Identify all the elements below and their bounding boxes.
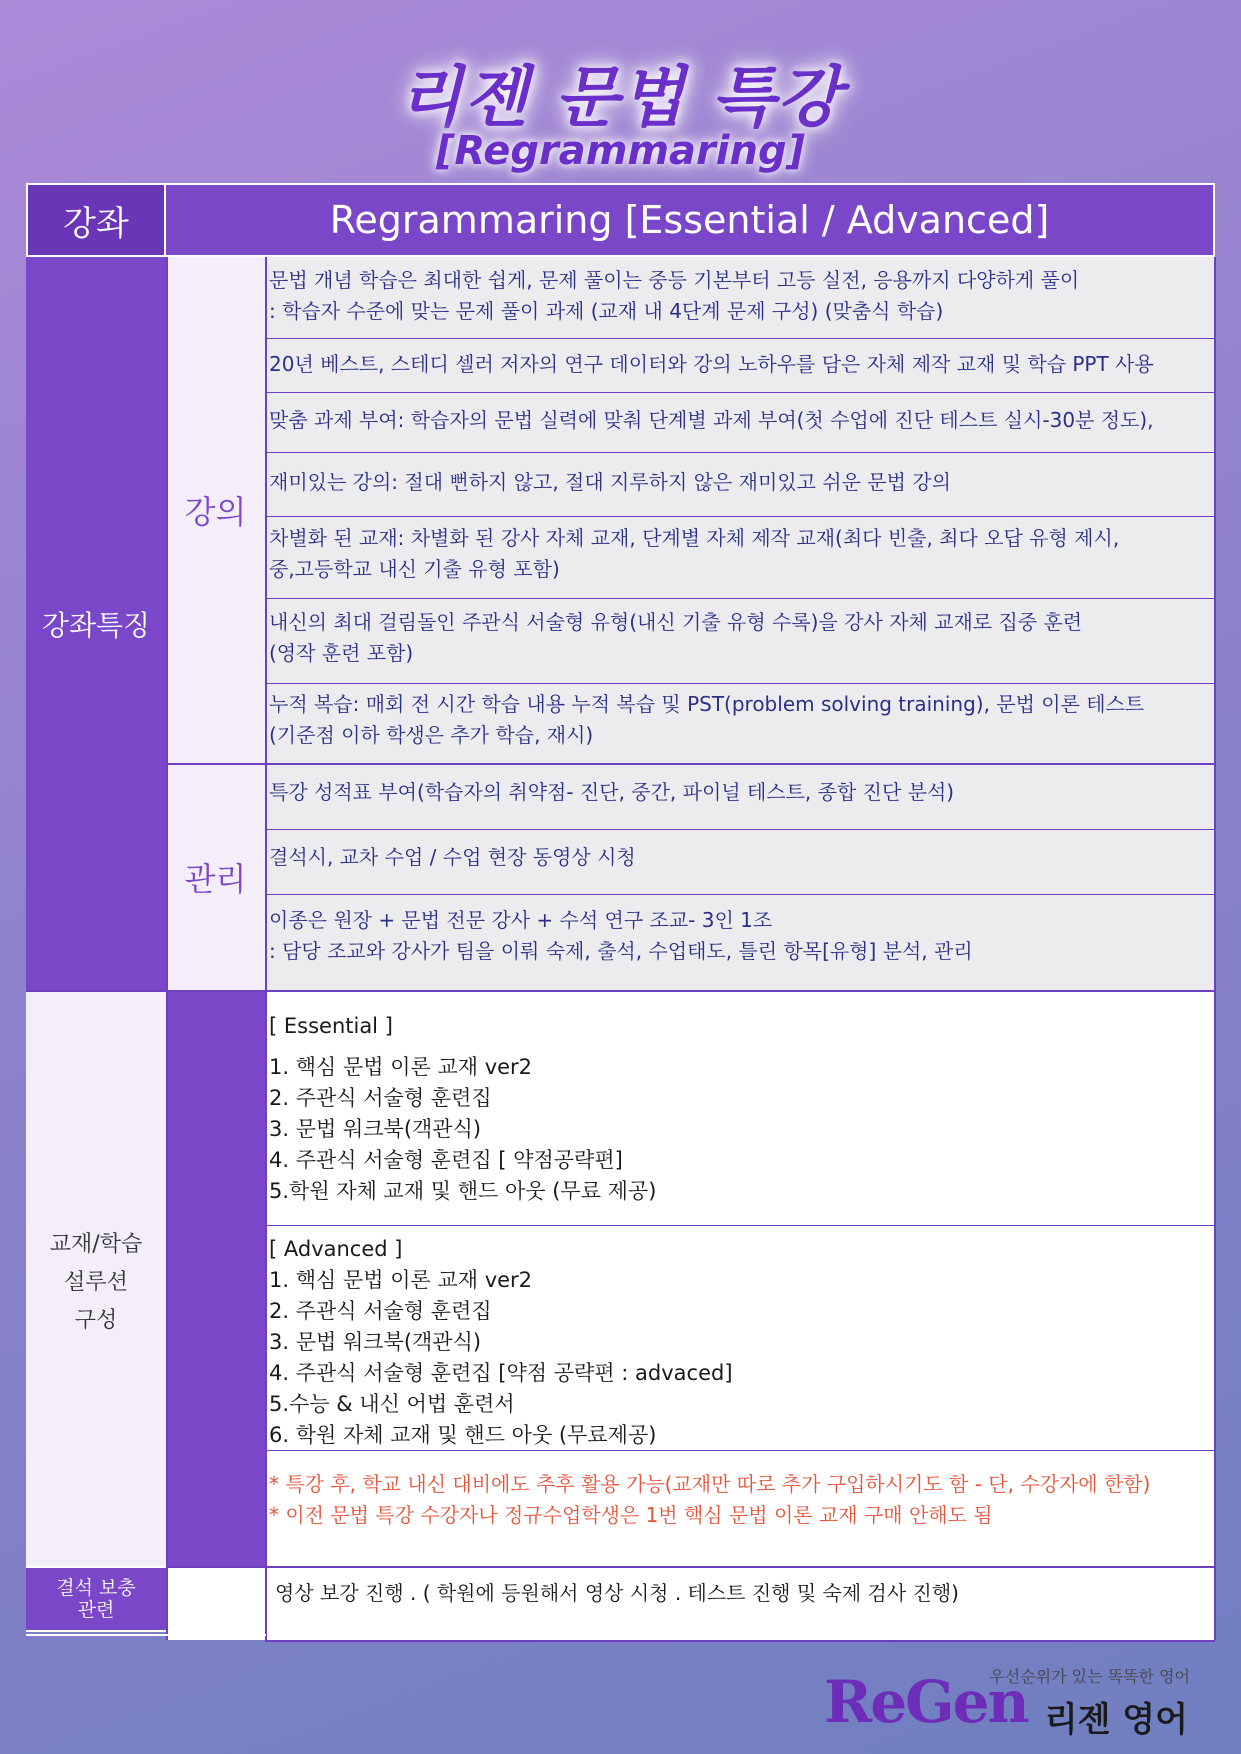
management-rows: [265, 763, 1215, 990]
lecture-row-line: 문법 개념 학습은 최대한 쉽게, 문제 풀이는 중등 기본부터 고등 실전, 응용까지 다양하게 풀이: [269, 268, 1080, 292]
logo-tagline: 우선순위가 있는 똑똑한 영어: [989, 1667, 1190, 1686]
logo-mark: ReGen: [824, 1668, 1028, 1736]
lecture-row-line: 누적 복습: 매회 전 시간 학습 내용 누적 복습 및 PST(problem solving training), 문법 이론 테스트: [269, 692, 1145, 716]
materials-spacer-cell: [166, 990, 265, 1566]
advanced-item: 1. 핵심 문법 이론 교재 ver2: [269, 1268, 533, 1292]
materials-label-line: 설루션: [64, 1270, 128, 1295]
lecture-row-line: : 학습자 수준에 맞는 문제 풀이 과제 (교재 내 4단계 문제 구성) (맞춤식 학습): [269, 299, 944, 323]
features-label: 강좌특징: [41, 608, 151, 642]
notes-block: [265, 1451, 1215, 1566]
advanced-block: [265, 1226, 1215, 1451]
divider: [265, 257, 267, 1640]
advanced-item: 2. 주관식 서술형 훈련집: [269, 1299, 492, 1323]
lecture-row: [265, 599, 1215, 684]
divider: [166, 763, 1215, 765]
management-row: [265, 830, 1215, 895]
management-label-cell: [166, 763, 265, 990]
essential-heading: [ Essential ]: [269, 1014, 393, 1038]
absence-label-line: 결석 보충: [56, 1577, 136, 1599]
lecture-row: [265, 257, 1215, 339]
lecture-row: [265, 517, 1215, 599]
course-value: Regrammaring [Essential / Advanced]: [329, 198, 1050, 242]
lecture-row-line: (기준점 이하 학생은 추가 학습, 재시): [269, 723, 594, 747]
divider: [1214, 257, 1216, 1640]
advanced-item: 3. 문법 워크북(객관식): [269, 1330, 482, 1354]
management-row-line: 결석시, 교차 수업 / 수업 현장 동영상 시청: [269, 845, 636, 869]
advanced-heading: [ Advanced ]: [269, 1237, 403, 1261]
essential-item: 1. 핵심 문법 이론 교재 ver2: [269, 1055, 533, 1079]
lecture-label-cell: [166, 257, 265, 763]
page-title: 리젠 문법 특강: [398, 59, 843, 136]
management-label: 관리: [184, 859, 247, 898]
essential-item: 5.학원 자체 교재 및 핸드 아웃 (무료 제공): [269, 1179, 657, 1203]
advanced-item: 5.수능 & 내신 어법 훈련서: [269, 1392, 515, 1416]
divider: [166, 257, 168, 1640]
lecture-row-line: 내신의 최대 걸림돌인 주관식 서술형 유형(내신 기출 유형 수록)을 강사 자체 교재로 집중 훈련: [269, 610, 1083, 634]
lecture-row-line: 20년 베스트, 스테디 셀러 저자의 연구 데이터와 강의 노하우를 담은 자체 제작 교재 및 학습 PPT 사용: [269, 352, 1154, 376]
page-subtitle: [Regrammaring]: [436, 128, 805, 174]
features-label-cell: [26, 257, 166, 990]
lecture-row: [265, 684, 1215, 763]
advanced-item: 6. 학원 자체 교재 및 핸드 아웃 (무료제공): [269, 1423, 657, 1447]
lecture-row: [265, 453, 1215, 517]
logo-name: 리젠 영어: [1044, 1700, 1188, 1740]
lecture-label: 강의: [184, 493, 247, 531]
management-row-line: 특강 성적표 부여(학습자의 취약점- 진단, 중간, 파이널 테스트, 종합 진단 분석): [269, 780, 955, 804]
lecture-row: [265, 393, 1215, 453]
divider: [265, 1640, 1215, 1642]
management-row: [265, 895, 1215, 990]
lecture-row-line: 재미있는 강의: 절대 뻔하지 않고, 절대 지루하지 않은 재미있고 쉬운 문법 강의: [269, 470, 951, 494]
materials-label-cell: [26, 990, 166, 1566]
lecture-row-line: (영작 훈련 포함): [269, 641, 414, 665]
lecture-row: [265, 339, 1215, 393]
divider: [26, 1634, 266, 1636]
note-line: * 이전 문법 특강 수강자나 정규수업학생은 1번 핵심 문법 이론 교재 구매 안해도 됨: [269, 1503, 993, 1527]
management-row-line: 이종은 원장 + 문법 전문 강사 + 수석 연구 조교- 3인 1조: [269, 908, 773, 932]
lecture-row-line: 차별화 된 교재: 차별화 된 강사 자체 교재, 단계별 자체 제작 교재(최다 빈출, 최다 오답 유형 제시,: [269, 526, 1120, 550]
absence-value: 영상 보강 진행 . ( 학원에 등원해서 영상 시청 . 테스트 진행 및 숙제 검사 진행): [275, 1581, 959, 1605]
absence-label-line: 관련: [77, 1599, 115, 1621]
lecture-rows: [265, 257, 1215, 763]
divider: [26, 990, 1215, 992]
lecture-row-line: 맞춤 과제 부여: 학습자의 문법 실력에 맞춰 단계별 과제 부여(첫 수업에 진단 테스트 실시-30분 정도),: [269, 408, 1154, 432]
course-label-cell: [26, 183, 166, 257]
materials-label-line: 구성: [74, 1308, 118, 1333]
regen-logo: [820, 1658, 1200, 1738]
materials-content: [265, 990, 1215, 1566]
essential-block: [265, 990, 1215, 1226]
management-row-line: : 담당 조교와 강사가 팀을 이뤄 숙제, 출석, 수업태도, 틀린 항목[유형] 분석, 관리: [269, 939, 973, 963]
absence-spacer-cell: [166, 1566, 265, 1640]
lecture-row-line: 중,고등학교 내신 기출 유형 포함): [269, 557, 560, 581]
absence-value-cell: [265, 1566, 1215, 1640]
management-row: [265, 763, 1215, 830]
absence-label-cell: [26, 1566, 166, 1632]
materials-label-line: 교재/학습: [49, 1232, 143, 1257]
essential-item: 2. 주관식 서술형 훈련집: [269, 1086, 492, 1110]
course-label: 강좌: [63, 203, 129, 244]
essential-item: 3. 문법 워크북(객관식): [269, 1117, 482, 1141]
note-line: * 특강 후, 학교 내신 대비에도 추후 활용 가능(교재만 따로 추가 구입하시기도 함 - 단, 수강자에 한함): [269, 1472, 1151, 1496]
advanced-item: 4. 주관식 서술형 훈련집 [약점 공략편 : advaced]: [269, 1361, 733, 1385]
course-value-cell: [166, 183, 1215, 257]
essential-item: 4. 주관식 서술형 훈련집 [ 약점공략편]: [269, 1148, 623, 1172]
divider: [166, 1566, 1215, 1568]
